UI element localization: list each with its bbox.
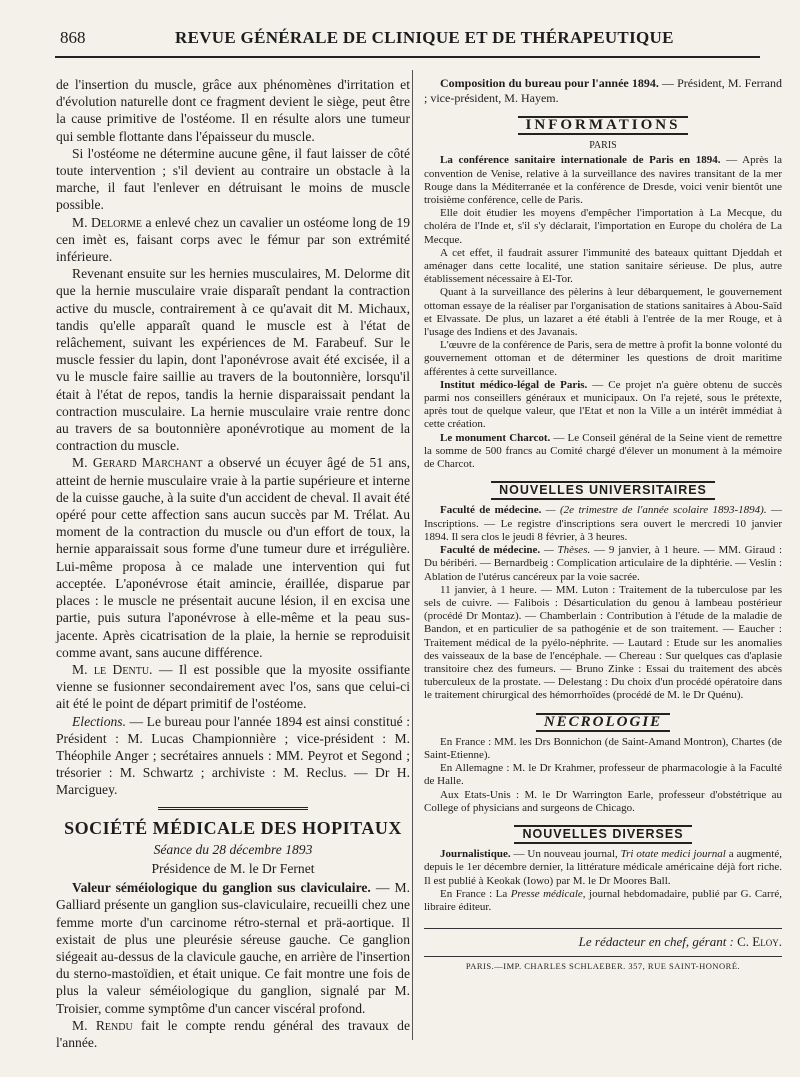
paragraph	[424, 154, 782, 207]
paragraph: Aux Etats-Unis : M. le Dr Warrington Earle, professeur d'obstétrique au College of physicians and surgeons de Chicago.	[424, 788, 782, 814]
page-number: 868	[60, 28, 86, 47]
paragraph-text: — Un nouveau journal,	[510, 848, 621, 861]
society-title: SOCIÉTÉ MÉDICALE DES HOPITAUX	[64, 817, 402, 838]
left-column	[56, 76, 410, 1051]
paragraph	[424, 76, 782, 106]
speaker-name: M. Delorme	[72, 214, 142, 230]
paragraph-text: , journal hebdomadaire, publié par G. Carré, libraire éditeur.	[424, 887, 783, 913]
paragraph-text: a observé un écuyer âgé de 51 ans, atteint de hernie musculaire vraie à la partie supérieure et interne de la cuisse gauche, à la suite d'un accident de cheval. Il avait été opéré pour cette affection sans aucun succès par M. Trélat. Au moment de la contraction du muscle ou d'un effort de toux, la hernie apparaissait sous forme d'une tumeur dure et irrégulière. Lui-même proposa à ce malade une intervention qui fut acceptée. L'aponévrose était amincie, éraillée, disparue par places : le muscle ne présentait aucune lésion, il en excisa une partie, puis sutura l'aponévrose à elle-même et la peau sus-jacente. Après cicatrisation de la plaie, la hernie se reproduisit comme avant, sans aucune différence.	[56, 455, 410, 660]
necrologie-heading	[424, 713, 782, 732]
paragraph-text: — Président, M. Ferrand ; vice-président, M. Hayem.	[424, 76, 782, 105]
paragraph: En France : MM. les Drs Bonnichon (de Saint-Amand Montron), Chartes (de Saint-Etienne).	[424, 735, 782, 761]
paragraph-heading: Composition du bureau pour l'année 1894.	[440, 76, 659, 90]
paragraph-heading: Faculté de médecine.	[440, 544, 541, 557]
journal-title: Tri otate medici journal	[620, 848, 726, 861]
paragraph-heading: Institut médico-légal de Paris.	[440, 378, 588, 391]
column-divider	[412, 70, 413, 1040]
speaker-name: M. Rendu	[72, 1017, 133, 1033]
speaker-name: M. Gerard Marchant	[72, 455, 203, 471]
paragraph-text: — 9 janvier, à 1 heure. — MM. Giraud : Du béribéri. — Bernardbeig : Complication articulaire de la diphtérie. — Veslin : Ablation de l'utérus cancéreux par la voie sacrée.	[424, 544, 783, 583]
paragraph	[424, 848, 782, 888]
paragraph	[424, 432, 782, 472]
paragraph-text: — Le Conseil général de la Seine vient de remettre la somme de 500 francs au Comité chargé d'élever un monument à la mémoire de Charcot.	[424, 431, 783, 471]
paragraph-text: a enlevé chez un cavalier un ostéome long de 19 cen imèt es, faisant corps avec le fémur par son extrémité inférieure.	[56, 214, 410, 265]
footer-rule	[424, 928, 782, 933]
section-title: NOUVELLES UNIVERSITAIRES	[491, 481, 715, 500]
paragraph-heading: Faculté de médecine.	[440, 504, 542, 517]
paragraph	[56, 454, 410, 660]
paragraph-text: fait le compte rendu général des travaux de l'année.	[56, 1017, 410, 1050]
paragraph	[56, 214, 410, 266]
paragraph	[424, 379, 782, 432]
paragraph: de l'insertion du muscle, grâce aux phénomènes d'irritation et d'évolution naturelle dont ce fragment devient le siège, peut être la cause primitive de l'ostéome. Il en résulte alors une tumeur qui semble flottante dans l'épaisseur du muscle.	[56, 77, 410, 144]
subsection-paris: PARIS	[589, 140, 617, 152]
paragraph-italic: — (2e trimestre de l'année scolaire 1893-1894).	[541, 504, 767, 517]
session-date: Séance du 28 décembre 1893	[153, 841, 313, 857]
paragraph: Si l'ostéome ne détermine aucune gêne, il faut laisser de côté toute intervention ; s'il devient au contraire un obstacle à la marche, il faut l'enlever en détruisant le moins de muscle possible.	[56, 145, 410, 213]
paragraph	[424, 504, 782, 544]
printer-imprint: PARIS.—IMP. CHARLES SCHLAEBER. 357, RUE SAINT-HONORÉ.	[424, 956, 782, 973]
paragraph-heading: La conférence sanitaire internationale de Paris en 1894.	[440, 154, 721, 167]
paragraph: En Allemagne : M. le Dr Krahmer, professeur de pharmacologie à la Faculté de Halle.	[424, 762, 782, 788]
running-title: REVUE GÉNÉRALE DE CLINIQUE ET DE THÉRAPEUTIQUE	[175, 28, 674, 47]
section-title: NÉCROLOGIE	[536, 713, 670, 732]
section-title: NOUVELLES DIVERSES	[514, 825, 691, 844]
speaker-name: M. le Dentu.	[72, 661, 153, 677]
paragraph	[424, 544, 782, 584]
paragraph: Revenant ensuite sur les hernies musculaires, M. Delorme dit que la hernie musculaire vraie disparaît pendant la contraction active du muscle, contrairement à ce qu'avait dit M. Michaux, tandis qu'elle apparaît quand le muscle est à l'état de relâchement, suivant les expériences de M. Farabeuf. Sur le muscle fessier du lapin, dont l'aponévrose avait été excisée, il a vu le muscle faire saillie au travers de la boutonnière, lorsqu'il était à l'état de repos, tandis la hernie disparaissait pendant la contraction musculaire. La hernie musculaire vraie rentre donc au travers de sa boutonnière aponévrotique au moment de la contraction du muscle.	[56, 266, 410, 454]
section-label: Elections.	[72, 713, 126, 729]
paragraph-text: — Il est possible que la myosite ossifiante vienne se fusionner secondairement avec l'os, sans que celui-ci ait été le point de départ primitif de l'ostéome.	[56, 661, 410, 712]
page-header	[60, 28, 760, 54]
signature-label: Le rédacteur en chef, gérant :	[578, 934, 738, 950]
editor-signature	[424, 935, 782, 948]
paragraph	[424, 888, 782, 914]
header-rule	[55, 56, 760, 58]
editor-name: C. Eloy.	[737, 934, 782, 950]
informations-heading	[424, 116, 782, 135]
paragraph-heading: Le monument Charcot.	[440, 431, 551, 444]
universitaires-heading	[424, 481, 782, 500]
paragraph	[56, 661, 410, 713]
journal-title: Presse médicale	[510, 887, 583, 900]
paragraph-text: En France : La	[440, 887, 511, 900]
paragraph-heading: Journalistique.	[440, 848, 511, 861]
paragraph	[56, 713, 410, 799]
diverses-heading	[424, 825, 782, 844]
paragraph: Elle doit étudier les moyens d'empêcher l'importation à La Mecque, du choléra de l'Inde et, s'il s'y déclarait, l'importation en Europe du choléra de La Mecque.	[424, 207, 782, 246]
paragraph-text: — M. Galliard présente un ganglion sus-claviculaire, recueilli chez une femme morte d'un carcinome rétro-sternal et prä-aortique. Il existait de plus une pleurésie séreuse gauche. Ce ganglion siégeait au-dessus de la clavicule gauche, en arrière de l'insertion du sterno-mastoïdien, et était unique. Ce fait montre une fois de plus la valeur séméiologique du ganglion, signalé par M. Troisier, comme symptôme d'un cancer viscéral profond.	[56, 880, 410, 1016]
right-column	[424, 76, 782, 974]
paragraph	[56, 879, 410, 1017]
paragraph-text: — Le bureau pour l'année 1894 est ainsi constitué : Président : M. Lucas Championnière ; vice-président : M. Théophile Anger ; secrétaires annuels : MM. Peyrot et Segond ; trésorier : M. Schwartz ; archiviste : M. Reclus. — Dr H. Marciguey.	[56, 713, 410, 798]
section-title: INFORMATIONS	[518, 116, 689, 135]
paragraph-italic: — Thèses.	[540, 544, 591, 557]
paragraph: A cet effet, il faudrait assurer l'immunité des bateaux quittant Djeddah et aménager dans cette localité, une station sanitaire sérieuse. De plus, autre établissement nécessaire à El-Tor.	[424, 246, 782, 286]
paragraph-text: — Inscriptions. — Le registre d'inscriptions sera ouvert le mercredi 10 janvier 1894. Il sera clos le jeudi 8 février, à 3 heures.	[424, 504, 782, 543]
paragraph-heading: Valeur séméiologique du ganglion sus claviculaire.	[72, 880, 371, 896]
paragraph-text: — Après la convention de Venise, relative à la surveillance des navires transitant de la mer Rouge dans la Méditerranée et la conférence de Dresde, voici venir bientôt une troisième conférence, celle de Paris.	[424, 154, 782, 207]
paragraph: 11 janvier, à 1 heure. — MM. Luton : Traitement de la tuberculose par les sels de cuivre. — Falibois : Désarticulation du genou à lambeau postérieur (procédé Dr Montaz). — Chamberlain : Contribution à l'étude de la maladie de Bandon, et en particulier de sa pathogénie et de son traitement. — Eaucher : Traitement médical de la pyélo-néphrite. — Lautard : Etude sur les anomalies des vaisseaux de la base de l'encéphale. — Chereau : Sur quelques cas d'aplasie transitoire chez des fumeurs. — Bruno Zinke : Essai du traitement des abcès tuberculeux de la prostate. — Delestang : Du choix d'un procédé opératoire dans le traitement chirurgical des hémorrhoïdes (procédé de M. le Dr Quénu).	[424, 583, 782, 702]
paragraph-text: a augmenté, depuis le 1er décembre dernier, la littérature médicale américaine déjà fort riche. Il est publié à Keokak (Iowo) par M. le Dr Moores Ball.	[424, 848, 782, 887]
paragraph: Quant à la surveillance des pèlerins à leur débarquement, le gouvernement ottoman essaye de la réaliser par l'organisation de stations sanitaires à Abou-Saïd et Elvassate. De plus, un lazaret a été établi à l'entrée de la mer Rouge, et à l'usage des Indiens et des Javanais.	[424, 286, 782, 339]
section-rule	[158, 807, 308, 810]
paragraph: L'œuvre de la conférence de Paris, sera de mettre à profit la bonne volonté du gouvernement ottoman et de déterminer les questions de droit maritime afférentes à cette surveillance.	[424, 339, 782, 378]
paragraph	[56, 1017, 410, 1051]
presidency: Présidence de M. le Dr Fernet	[151, 860, 315, 876]
paragraph-text: — Ce projet n'a guère obtenu de succès parmi nos conseillers généraux et municipaux. On l'a rejeté, sous le prétexte, après tout de quelque valeur, que l'Etat et non la Ville a un intérêt immédiat à cette création.	[424, 378, 782, 431]
